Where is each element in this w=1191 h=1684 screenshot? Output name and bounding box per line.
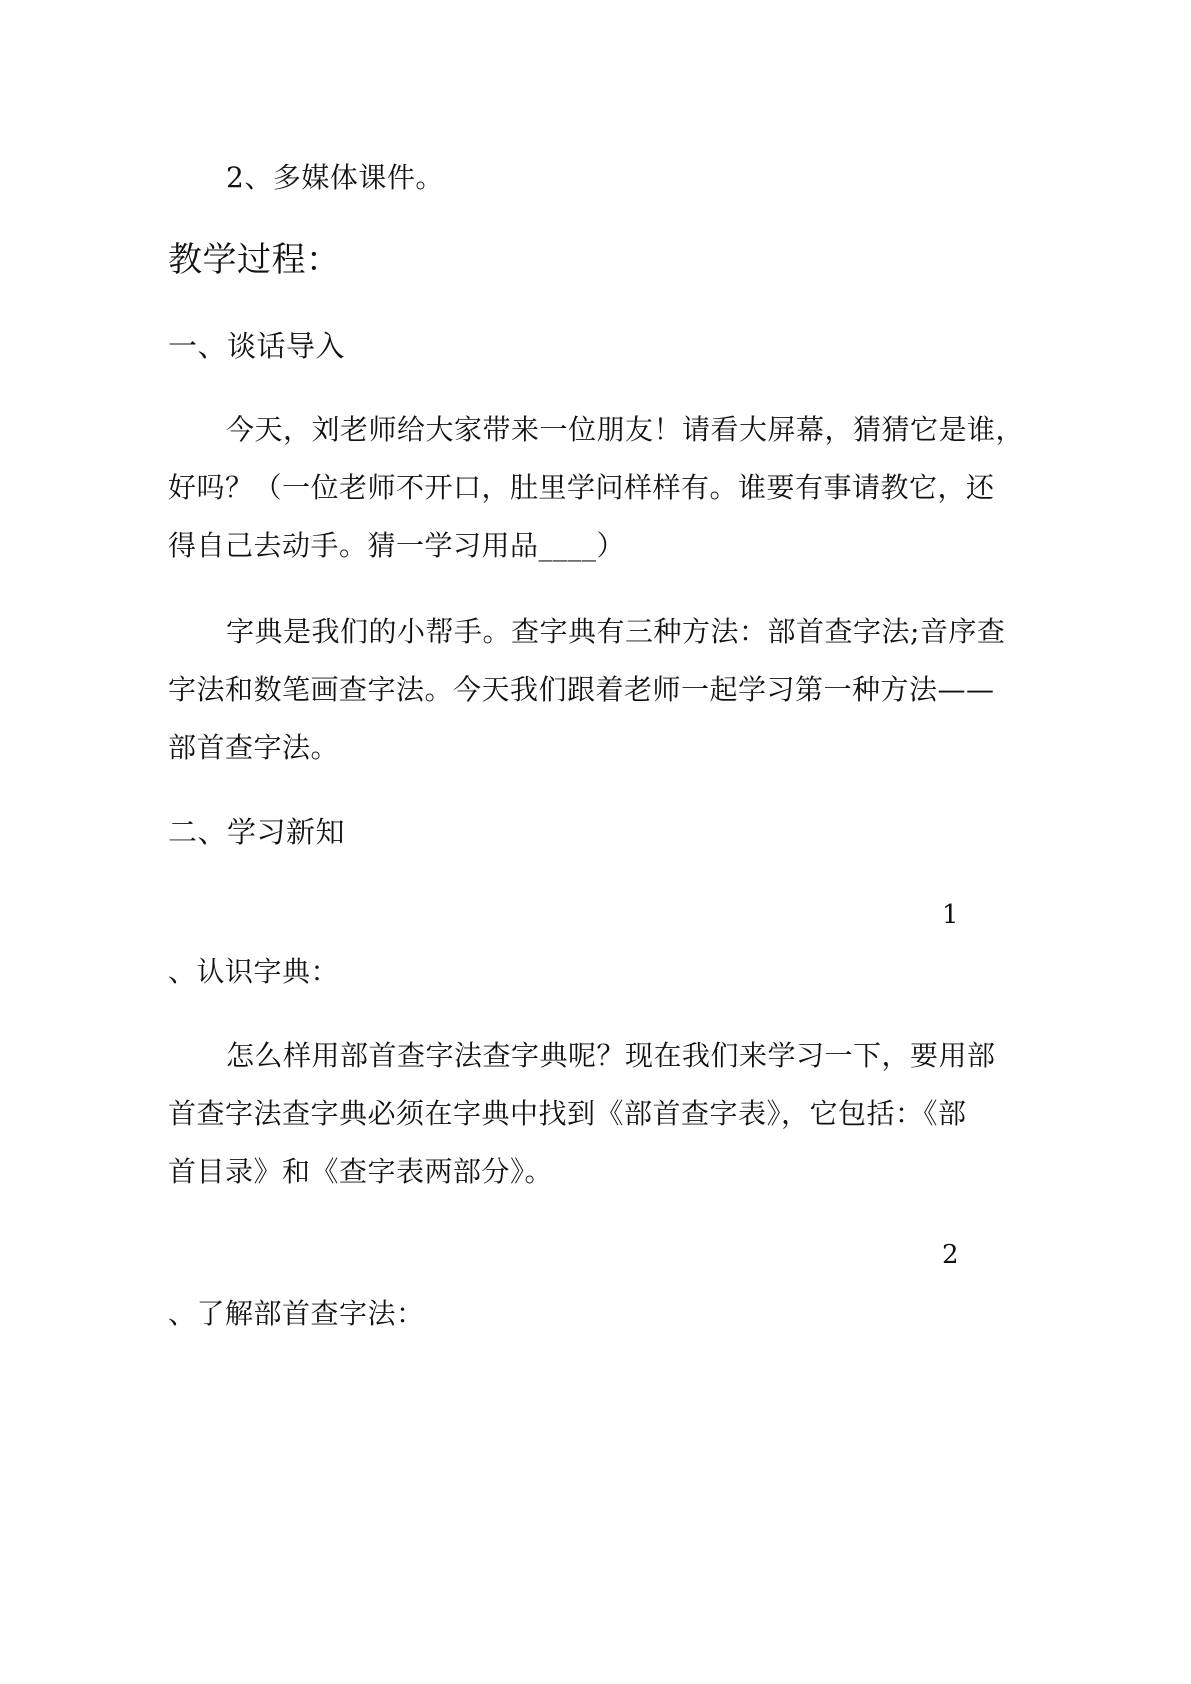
paragraph-3-line-3: 首目录》和《查字表两部分》。 — [168, 1155, 554, 1188]
item-2-title: 、了解部首查字法： — [168, 1297, 425, 1330]
section-1-heading: 一、谈话导入 — [168, 329, 346, 363]
paragraph-1-line-2: 好吗？（一位老师不开口，肚里学问样样有。谁要有事请教它，还 — [168, 471, 995, 504]
item-1-number: 1 — [942, 900, 959, 930]
teaching-process-heading: 教学过程： — [168, 240, 341, 280]
materials-item-2: 2、多媒体课件。 — [226, 161, 444, 194]
paragraph-3-line-2: 首查字法查字典必须在字典中找到《部首查字表》，它包括：《部 — [168, 1097, 967, 1130]
item-1-title: 、认识字典： — [168, 955, 340, 988]
paragraph-2-line-2: 字法和数笔画查字法。今天我们跟着老师一起学习第一种方法—— — [168, 673, 995, 706]
paragraph-1-line-3: 得自己去动手。猜一学习用品____） — [168, 529, 626, 562]
paragraph-1-line-1: 今天，刘老师给大家带来一位朋友！请看大屏幕，猜猜它是谁， — [226, 413, 1025, 446]
paragraph-3-line-1: 怎么样用部首查字法查字典呢？现在我们来学习一下，要用部 — [226, 1039, 996, 1072]
paragraph-2-line-1: 字典是我们的小帮手。查字典有三种方法：部首查字法;音序查 — [226, 615, 1006, 648]
paragraph-2-line-3: 部首查字法。 — [168, 731, 340, 764]
item-2-number: 2 — [942, 1240, 959, 1270]
section-2-heading: 二、学习新知 — [168, 815, 346, 849]
